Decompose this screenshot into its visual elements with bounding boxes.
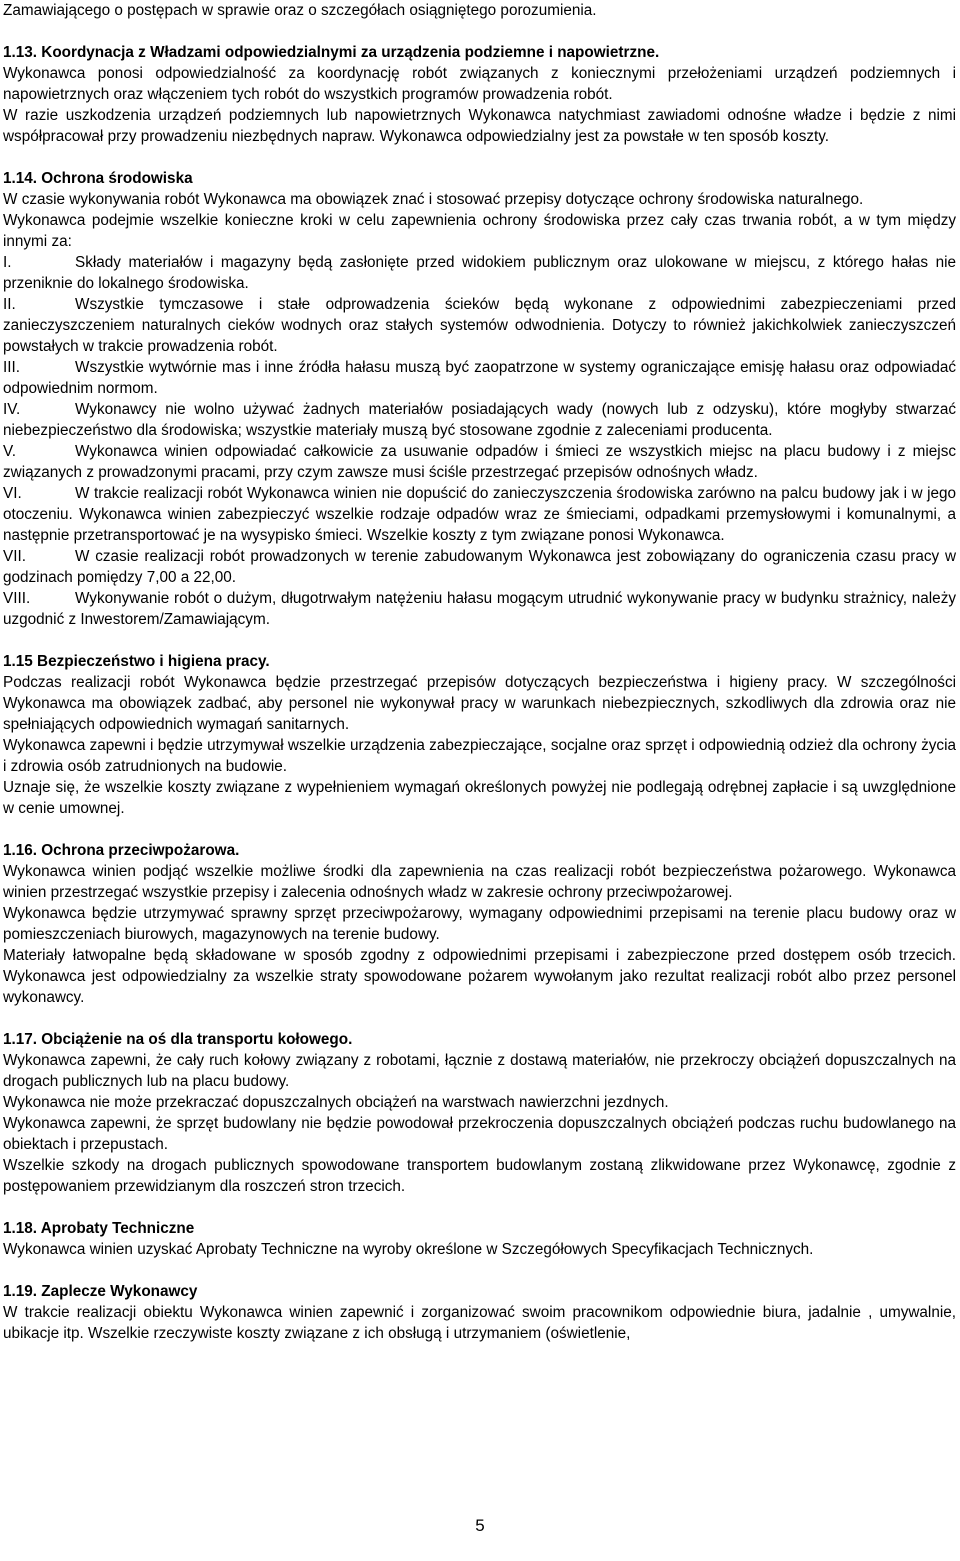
- list-item: [3, 546, 956, 588]
- section-1-19-paragraph-1: W trakcie realizacji obiektu Wykonawca winien zapewnić i zorganizować swoim pracownikom odpowiednie biura, jadalnie , umywalnie, ubikacje itp. Wszelkie rzeczywiste koszty związane z ich obsługą i utrzymaniem (oświetlenie,: [3, 1304, 956, 1342]
- list-item-number: II.: [3, 296, 16, 313]
- section-1-17: [3, 1029, 956, 1197]
- section-1-15-title: 1.15 Bezpieczeństwo i higiena pracy.: [3, 653, 270, 670]
- section-1-17-paragraph-3: Wykonawca zapewni, że sprzęt budowlany nie będzie powodował przekroczenia dopuszczalnych obciążeń podczas ruchu budowlanego na obiektach i przepustach.: [3, 1115, 956, 1153]
- section-1-18-paragraph-1: Wykonawca winien uzyskać Aprobaty Techniczne na wyroby określone w Szczegółowych Specyfikacjach Technicznych.: [3, 1241, 814, 1258]
- list-item-number: VIII.: [3, 590, 31, 607]
- section-1-16: [3, 840, 956, 1008]
- section-1-13-paragraph-2: W razie uszkodzenia urządzeń podziemnych lub napowietrznych Wykonawca natychmiast zawiadomi odnośne władze i będzie z nimi współpracował przy prowadzeniu niezbędnych napraw. Wykonawca odpowiedzialny jest za powstałe w ten sposób koszty.: [3, 107, 956, 145]
- list-item: [3, 399, 956, 441]
- section-1-16-paragraph-1: Wykonawca winien podjąć wszelkie możliwe środki dla zapewnienia na czas realizacji robót bezpieczeństwa pożarowego. Wykonawca winien przestrzegać wszystkie przepisy i zalecenia odnośnych władz w zakresie ochrony przeciwpożarowej.: [3, 863, 956, 901]
- list-item-text: Wszystkie tymczasowe i stałe odprowadzenia ścieków będą wykonane z odpowiednimi zabezpieczeniami przed zanieczyszczeniem naturalnych cieków wodnych oraz stałych systemów odwodnienia. Dotyczy to również jakichkolwiek zanieczyszczeń powstałych w trakcie prowadzenia robót.: [3, 296, 956, 355]
- section-1-13: [3, 42, 956, 147]
- list-item-text: Składy materiałów i magazyny będą zasłonięte przed widokiem publicznym oraz ulokowane w miejscu, z którego hałas nie przeniknie do lokalnego środowiska.: [3, 254, 956, 292]
- list-item-number: VII.: [3, 548, 26, 565]
- section-1-13-title: 1.13. Koordynacja z Władzami odpowiedzialnymi za urządzenia podziemne i napowietrzne.: [3, 44, 660, 61]
- section-1-17-title: 1.17. Obciążenie na oś dla transportu kołowego.: [3, 1031, 353, 1048]
- list-item: [3, 252, 956, 294]
- list-item-number: III.: [3, 359, 20, 376]
- section-1-16-title: 1.16. Ochrona przeciwpożarowa.: [3, 842, 240, 859]
- intro-tail-paragraph: Zamawiającego o postępach w sprawie oraz o szczegółach osiągniętego porozumienia.: [3, 2, 597, 19]
- section-1-17-paragraph-2: Wykonawca nie może przekraczać dopuszczalnych obciążeń na warstwach nawierzchni jezdnych.: [3, 1094, 669, 1111]
- list-item: [3, 441, 956, 483]
- list-item-number: V.: [3, 443, 17, 460]
- section-1-13-paragraph-1: Wykonawca ponosi odpowiedzialność za koordynację robót związanych z koniecznymi przełożeniami urządzeń podziemnych i napowietrznych oraz włączeniem tych robót do wszystkich programów prowadzenia robót.: [3, 65, 956, 103]
- section-1-16-paragraph-2: Wykonawca będzie utrzymywać sprawny sprzęt przeciwpożarowy, wymagany odpowiednimi przepisami na terenie placu budowy oraz w pomieszczeniach biurowych, magazynowych na terenie budowy.: [3, 905, 956, 943]
- list-item-text: W czasie realizacji robót prowadzonych w terenie zabudowanym Wykonawca jest zobowiązany do ograniczenia czasu pracy w godzinach pomiędzy 7,00 a 22,00.: [3, 548, 956, 586]
- list-item: [3, 294, 956, 357]
- section-1-19: [3, 1281, 956, 1344]
- section-1-17-paragraph-1: Wykonawca zapewni, że cały ruch kołowy związany z robotami, łącznie z dostawą materiałów, nie przekroczy obciążeń dopuszczalnych na drogach publicznych lub na placu budowy.: [3, 1052, 956, 1090]
- list-item-text: Wykonawcy nie wolno używać żadnych materiałów posiadających wady (nowych lub z odzysku), które mogłyby stwarzać niebezpieczeństwo dla środowiska; wszystkie materiały muszą być stosowane zgodnie z zaleceniami producenta.: [3, 401, 956, 439]
- page-number: 5: [475, 1516, 485, 1535]
- list-item-text: W trakcie realizacji robót Wykonawca winien nie dopuścić do zanieczyszczenia środowiska zarówno na palcu budowy jak i w jego otoczeniu. Wykonawca winien zabezpieczyć wszelkie rodzaje odpadów wraz ze śmieciami, odpadkami przemysłowymi i komunalnymi, a następnie przetransportować je na wysypisko śmieci. Wszelkie koszty z tym związane ponosi Wykonawca.: [3, 485, 956, 544]
- section-1-14-paragraph-2: Wykonawca podejmie wszelkie konieczne kroki w celu zapewnienia ochrony środowiska przez cały czas trwania robót, a w tym między innymi za:: [3, 212, 956, 250]
- list-item-text: Wykonawca winien odpowiadać całkowicie za usuwanie odpadów i śmieci ze wszystkich miejsc na placu budowy i z miejsc związanych z prowadzonymi pracami, przy czym zawsze musi ściśle przestrzegać przepisów odnośnych władz.: [3, 443, 956, 481]
- section-1-18-title: 1.18. Aprobaty Techniczne: [3, 1220, 195, 1237]
- section-1-14-paragraph-1: W czasie wykonywania robót Wykonawca ma obowiązek znać i stosować przepisy dotyczące ochrony środowiska naturalnego.: [3, 191, 864, 208]
- list-item: [3, 483, 956, 546]
- section-1-17-paragraph-4: Wszelkie szkody na drogach publicznych spowodowane transportem budowlanym zostaną zlikwidowane przez Wykonawcę, zgodnie z postępowaniem przewidzianym dla roszczeń stron trzecich.: [3, 1157, 956, 1195]
- section-1-14-title: 1.14. Ochrona środowiska: [3, 170, 193, 187]
- section-1-18: [3, 1218, 956, 1260]
- list-item-number: IV.: [3, 401, 21, 418]
- section-1-15: [3, 651, 956, 819]
- section-1-15-paragraph-2: Wykonawca zapewni i będzie utrzymywał wszelkie urządzenia zabezpieczające, socjalne oraz sprzęt i odpowiednią odzież dla ochrony życia i zdrowia osób zatrudnionych na budowie.: [3, 737, 956, 775]
- section-1-15-paragraph-3: Uznaje się, że wszelkie koszty związane z wypełnieniem wymagań określonych powyżej nie podlegają odrębnej zapłacie i są uwzględnione w cenie umownej.: [3, 779, 956, 817]
- section-1-15-paragraph-1: Podczas realizacji robót Wykonawca będzie przestrzegać przepisów dotyczących bezpieczeństwa i higieny pracy. W szczególności Wykonawca ma obowiązek zadbać, aby personel nie wykonywał pracy w warunkach niebezpiecznych, szkodliwych dla zdrowia oraz nie spełniających odpowiednich wymagań sanitarnych.: [3, 674, 956, 733]
- section-1-16-paragraph-3: Materiały łatwopalne będą składowane w sposób zgodny z odpowiednimi przepisami i zabezpieczone przed dostępem osób trzecich. Wykonawca jest odpowiedzialny za wszelkie straty spowodowane pożarem wywołanym jako rezultat realizacji robót albo przez personel wykonawcy.: [3, 947, 956, 1006]
- list-item-number: VI.: [3, 485, 22, 502]
- section-1-19-title: 1.19. Zaplecze Wykonawcy: [3, 1283, 198, 1300]
- section-1-14: [3, 168, 956, 630]
- list-item: [3, 588, 956, 630]
- list-item: [3, 357, 956, 399]
- list-item-number: I.: [3, 254, 12, 271]
- list-item-text: Wszystkie wytwórnie mas i inne źródła hałasu muszą być zaopatrzone w systemy ograniczające emisję hałasu oraz odpowiadać odpowiednim normom.: [3, 359, 956, 397]
- list-item-text: Wykonywanie robót o dużym, długotrwałym natężeniu hałasu mogącym utrudnić wykonywanie pracy w budynku strażnicy, należy uzgodnić z Inwestorem/Zamawiającym.: [3, 590, 956, 628]
